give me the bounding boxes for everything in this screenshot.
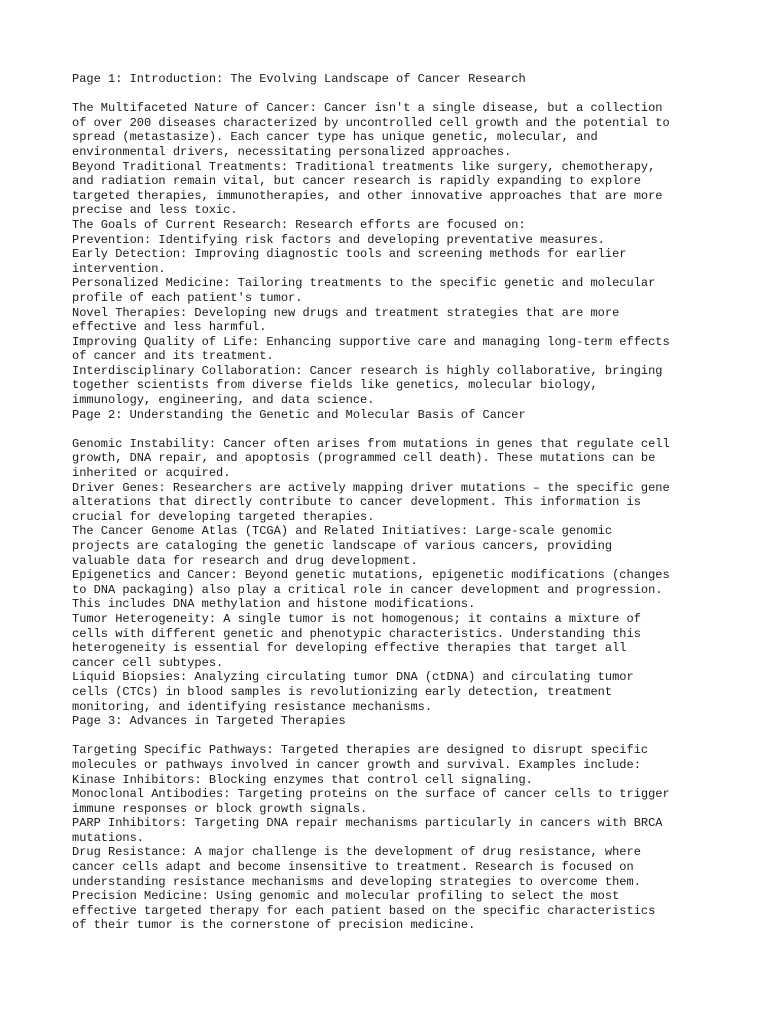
text-line: Precision Medicine: Using genomic and molecular profiling to select the most [72,889,620,904]
page-heading: Page 2: Understanding the Genetic and Molecular Basis of Cancer [72,407,526,422]
text-line: to DNA packaging) also play a critical role in cancer development and progression. [72,582,663,597]
text-line: Kinase Inhibitors: Blocking enzymes that control cell signaling. [72,772,533,787]
text-line: projects are cataloging the genetic landscape of various cancers, providing [72,539,613,553]
page-heading: Page 1: Introduction: The Evolving Landscape of Cancer Research [72,72,526,86]
text-line: Tumor Heterogeneity: A single tumor is not homogenous; it contains a mixture of [72,611,641,626]
text-line: heterogeneity is essential for developing effective therapies that target all [72,641,627,656]
text-line: Drug Resistance: A major challenge is the development of drug resistance, where [72,845,641,860]
text-line: spread (metastasize). Each cancer type has unique genetic, molecular, and [72,130,598,145]
text-line: environmental drivers, necessitating personalized approaches. [72,144,512,159]
text-line: Driver Genes: Researchers are actively mapping driver mutations – the specific gene [72,480,670,495]
text-line: Genomic Instability: Cancer often arises from mutations in genes that regulate cell [72,436,670,451]
text-line: effective targeted therapy for each patient based on the specific characteristics [72,903,656,918]
text-line: intervention. [72,261,166,276]
text-line: cells with different genetic and phenotypic characteristics. Understanding this [72,626,641,641]
text-line: inherited or acquired. [72,466,231,481]
text-line: growth, DNA repair, and apoptosis (programmed cell death). These mutations can be [72,451,656,466]
text-line: of cancer and its treatment. [72,349,274,364]
text-line: of over 200 diseases characterized by uncontrolled cell growth and the potential to [72,115,670,130]
text-line: Targeting Specific Pathways: Targeted therapies are designed to disrupt specific [72,743,649,758]
text-line: precise and less toxic. [72,203,238,218]
text-line: monitoring, and identifying resistance mechanisms. [72,699,433,714]
text-line: crucial for developing targeted therapies. [72,509,375,524]
text-line: Novel Therapies: Developing new drugs and treatment strategies that are more [72,305,620,320]
document-body [72,72,712,933]
text-line: The Goals of Current Research: Research efforts are focused on: [72,217,526,232]
text-line: Liquid Biopsies: Analyzing circulating tumor DNA (ctDNA) and circulating tumor [72,670,634,685]
blank-line [72,87,712,102]
text-line: cells (CTCs) in blood samples is revolutionizing early detection, treatment [72,684,613,699]
text-line: valuable data for research and drug development. [72,553,418,568]
text-line: Prevention: Identifying risk factors and developing preventative measures. [72,232,605,247]
text-line: understanding resistance mechanisms and developing strategies to overcome them. [72,874,641,889]
text-line: Personalized Medicine: Tailoring treatments to the specific genetic and molecular [72,276,656,291]
text-line: The Cancer Genome Atlas (TCGA) and Related Initiatives: Large-scale genomic [72,524,613,539]
text-line: mutations. [72,830,145,845]
blank-line [72,729,712,744]
text-line: immunology, engineering, and data science. [72,393,375,408]
text-line: targeted therapies, immunotherapies, and other innovative approaches that are more [72,188,663,203]
text-line: effective and less harmful. [72,320,267,335]
text-line: The Multifaceted Nature of Cancer: Cancer isn't a single disease, but a collection [72,101,663,116]
text-line: cancer cell subtypes. [72,655,224,670]
page-heading: Page 3: Advances in Targeted Therapies [72,714,346,729]
blank-line [72,422,712,437]
text-line: molecules or pathways involved in cancer growth and survival. Examples include: [72,757,641,772]
text-line: Improving Quality of Life: Enhancing supportive care and managing long-term effects [72,334,670,349]
text-line: together scientists from diverse fields like genetics, molecular biology, [72,378,598,393]
text-line: Interdisciplinary Collaboration: Cancer research is highly collaborative, bringing [72,363,663,378]
text-line: Epigenetics and Cancer: Beyond genetic mutations, epigenetic modifications (changes [72,568,670,583]
text-line: and radiation remain vital, but cancer research is rapidly expanding to explore [72,174,641,189]
text-line: Monoclonal Antibodies: Targeting proteins on the surface of cancer cells to trigger [72,787,670,802]
text-line: alterations that directly contribute to cancer development. This information is [72,495,641,510]
text-line: Beyond Traditional Treatments: Traditional treatments like surgery, chemotherapy, [72,159,656,174]
text-line: immune responses or block growth signals. [72,801,368,816]
text-line: PARP Inhibitors: Targeting DNA repair mechanisms particularly in cancers with BRCA [72,816,663,831]
text-line: profile of each patient's tumor. [72,290,303,305]
text-line: cancer cells adapt and become insensitive to treatment. Research is focused on [72,860,634,875]
text-line: Early Detection: Improving diagnostic tools and screening methods for earlier [72,247,627,262]
text-line: This includes DNA methylation and histone modifications. [72,597,476,612]
text-line: of their tumor is the cornerstone of precision medicine. [72,918,476,933]
